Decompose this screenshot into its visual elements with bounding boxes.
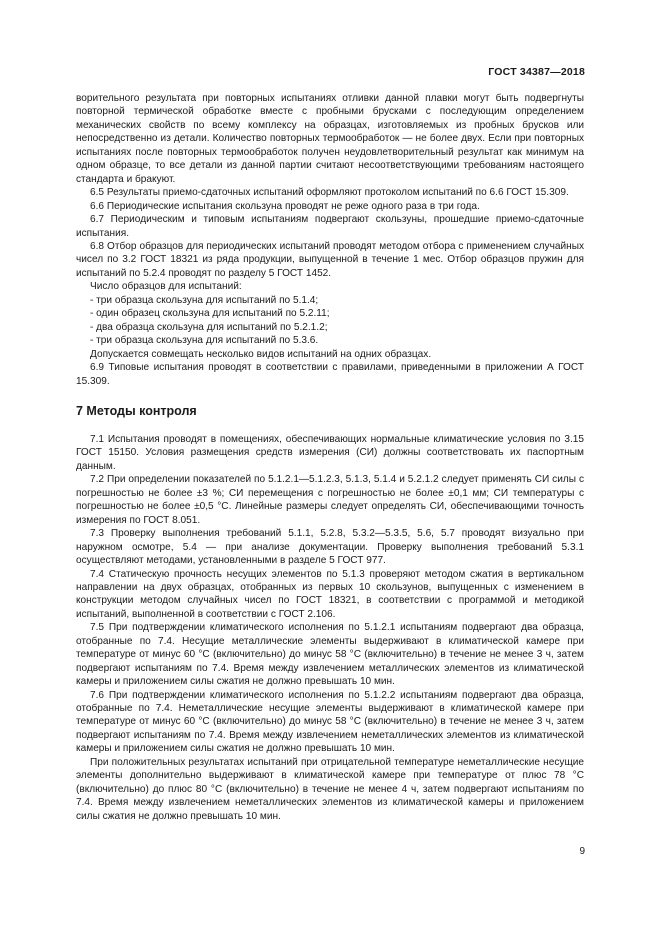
paragraph: При положительных результатах испытаний при отрицательной температуре неметаллические несущие элементы дополнительно выдерживают в климатической камере при температуре от плюс 78 °С (включительно) до плюс 80 °С (включительно) в течение не менее 4 ч, затем подвергают испытаниям по 7.4. Время между извлечением неметаллических элементов из климатической камеры и приложением силы сжатия не должно превышать 10 мин. [76,756,584,822]
paragraph: 6.7 Периодическим и типовым испытаниям подвергают скользуны, прошедшие приемо-сдаточные испытания. [76,214,584,239]
document-body [76,92,584,823]
paragraph: 6.9 Типовые испытания проводят в соответствии с правилами, приведенными в приложении А ГОСТ 15.309. [76,362,584,387]
section-7-body [76,433,584,823]
paragraph: 6.6 Периодические испытания скользуна проводят не реже одного раза в три года. [90,200,480,212]
section-6-continuation [76,92,584,388]
paragraph: Допускается совмещать несколько видов испытаний на одних образцах. [90,348,432,360]
paragraph: - три образца скользуна для испытаний по 5.1.4; [90,294,319,306]
document-header: ГОСТ 34387—2018 [488,66,585,78]
page-number: 9 [579,846,585,857]
paragraph: 6.8 Отбор образцов для периодических испытаний проводят методом отбора с применением случайных чисел по 3.2 ГОСТ 18321 из ряда продукции, выпущенной в течение 1 мес. Отбор образцов пружин для испытаний по 5.2.4 проводят по разделу 5 ГОСТ 1452. [76,240,584,279]
paragraph: 7.2 При определении показателей по 5.1.2.1—5.1.2.3, 5.1.3, 5.1.4 и 5.2.1.2 следует применять СИ силы с погрешностью не более ±3 %; СИ перемещения с погрешностью не более ±0,1 мм; СИ температуры с погрешностью не более ±0,5 °С. Линейные размеры следует определять СИ, обеспечивающими точность измерения по ГОСТ 8.051. [76,474,584,526]
paragraph: - три образца скользуна для испытаний по 5.3.6. [90,335,319,347]
paragraph: - два образца скользуна для испытаний по 5.2.1.2; [90,321,328,333]
paragraph: ворительного результата при повторных испытаниях отливки данной плавки могут быть подвергнуты повторной термической обработке вместе с пробными брусками с последующим определением механических свойств по всему комплексу на образцах, изготовляемых из пробных брусков или непосредственно из детали. Количество повторных термообработок — не более двух. Если при повторных испытаниях после повторных термообработок получен неудовлетворительный результат как минимум на одном образце, то все детали из данной партии считают несоответствующими требованиям настоящего стандарта и бракуют. [76,93,584,185]
paragraph: 7.3 Проверку выполнения требований 5.1.1, 5.2.8, 5.3.2—5.3.5, 5.6, 5.7 проводят визуально при наружном осмотре, 5.4 — при анализе документации. Проверку выполнения требований 5.3.1 осуществляют методами, установленными в разделе 5 ГОСТ 977. [76,528,584,567]
paragraph: 7.1 Испытания проводят в помещениях, обеспечивающих нормальные климатические условия по 3.15 ГОСТ 15150. Условия размещения средств измерения (СИ) должны соответствовать их паспортным данным. [76,433,584,472]
paragraph: 7.4 Статическую прочность несущих элементов по 5.1.3 проверяют методом сжатия в вертикальном направлении на двух образцах, отобранных из первых 10 скользунов, выпущенных с изменением в конструкции методом случайных чисел по ГОСТ 18321, в соответствии с программой и методикой испытаний, выполненной в соответствии с ГОСТ 2.106. [76,568,584,620]
section-heading: 7 Методы контроля [76,403,197,418]
paragraph: 6.5 Результаты приемо-сдаточных испытаний оформляют протоколом испытаний по 6.6 ГОСТ 15.309. [90,187,569,199]
paragraph: - один образец скользуна для испытаний по 5.2.11; [90,308,330,320]
paragraph: Число образцов для испытаний: [90,281,242,293]
paragraph: 7.5 При подтверждении климатического исполнения по 5.1.2.1 испытаниям подвергают два образца, отобранные по 7.4. Несущие металлические элементы выдерживают в климатической камере при температуре от минус 60 °С (включительно) до минус 58 °С (включительно) в течение не менее 3 ч, затем подвергают испытаниям по 7.4. Время между извлечением металлических элементов из климатической камеры и приложением силы сжатия не должно превышать 10 мин. [76,622,584,688]
paragraph: 7.6 При подтверждении климатического исполнения по 5.1.2.2 испытаниям подвергают два образца, отобранные по 7.4. Неметаллические несущие элементы выдерживают в климатической камере при температуре от минус 60 °С (включительно) до минус 58 °С (включительно) в течение не менее 3 ч, затем подвергают испытаниям по 7.4. Время между извлечением неметаллических элементов из климатической камеры и приложением силы сжатия не должно превышать 10 мин. [76,689,584,755]
